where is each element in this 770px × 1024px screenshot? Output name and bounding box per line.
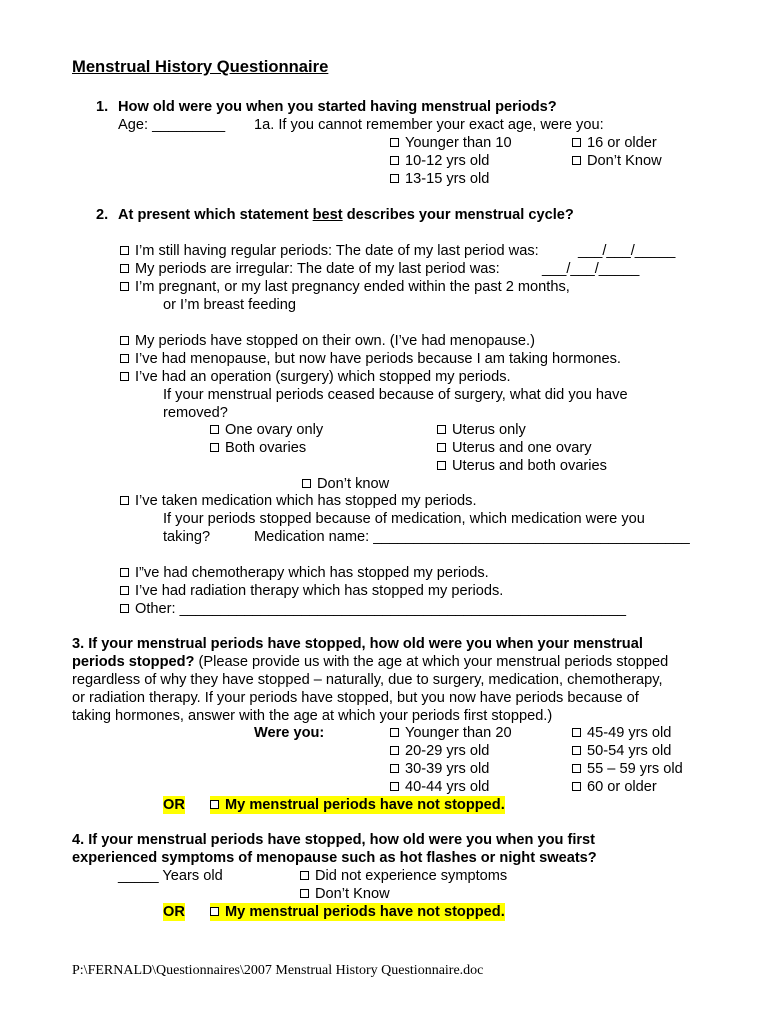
footer-file-path: P:\FERNALD\Questionnaires\2007 Menstrual History Questionnaire.doc (72, 963, 484, 978)
q4-years-old-field[interactable]: _____ Years old (118, 868, 223, 884)
q2-medication-followup: If your periods stopped because of medication, which medication were you (163, 511, 645, 527)
q2-option-chemo[interactable]: I”ve had chemotherapy which has stopped my periods. (120, 564, 489, 582)
checkbox-icon[interactable] (120, 604, 129, 613)
q2-option-pregnant[interactable]: I’m pregnant, or my last pregnancy ended within the past 2 months, (120, 278, 570, 296)
q2-option-stopped-own[interactable]: My periods have stopped on their own. (I’ve had menopause.) (120, 332, 535, 350)
checkbox-icon[interactable] (120, 372, 129, 381)
q2-option-hormones[interactable]: I’ve had menopause, but now have periods because I am taking hormones. (120, 350, 621, 368)
checkbox-icon[interactable] (390, 746, 399, 755)
checkbox-icon[interactable] (390, 156, 399, 165)
q3-question-line5: taking hormones, answer with the age at which your periods first stopped.) (72, 708, 553, 724)
q3-option-50-54[interactable]: 50-54 yrs old (572, 742, 671, 760)
medication-name-field[interactable]: Medication name: _______________________________________ (254, 529, 690, 545)
q4-question-line2: experienced symptoms of menopause such as hot flashes or night sweats? (72, 850, 597, 866)
q2-medication-followup-cont: taking? (163, 529, 211, 545)
checkbox-icon[interactable] (572, 156, 581, 165)
checkbox-icon[interactable] (210, 425, 219, 434)
checkbox-icon[interactable] (120, 246, 129, 255)
q2-option-surgery[interactable]: I’ve had an operation (surgery) which stopped my periods. (120, 368, 511, 386)
q4-or-label: OR (163, 904, 185, 920)
q3-or-label: OR (163, 797, 185, 813)
q3-option-40-44[interactable]: 40-44 yrs old (390, 778, 489, 796)
q1-age-field[interactable]: Age: _________ (118, 117, 226, 133)
checkbox-icon[interactable] (120, 282, 129, 291)
q1-number: 1. (96, 99, 109, 115)
q3-option-20-29[interactable]: 20-29 yrs old (390, 742, 489, 760)
q3-question: 3. If your menstrual periods have stopped, how old were you when your menstrual (72, 636, 643, 652)
checkbox-icon[interactable] (120, 336, 129, 345)
surgery-option-dont-know[interactable]: Don’t know (302, 475, 389, 493)
q3-option-30-39[interactable]: 30-39 yrs old (390, 760, 489, 778)
checkbox-icon[interactable] (572, 782, 581, 791)
q4-option-no-symptoms[interactable]: Did not experience symptoms (300, 867, 507, 885)
q4-question: 4. If your menstrual periods have stopped, how old were you when you first (72, 832, 596, 848)
surgery-option-uterus-only[interactable]: Uterus only (437, 421, 526, 439)
q3-option-younger-20[interactable]: Younger than 20 (390, 724, 512, 742)
checkbox-icon[interactable] (437, 461, 446, 470)
checkbox-icon[interactable] (437, 425, 446, 434)
checkbox-icon[interactable] (120, 568, 129, 577)
checkbox-icon[interactable] (390, 174, 399, 183)
q3-option-45-49[interactable]: 45-49 yrs old (572, 724, 671, 742)
q2-option-radiation[interactable]: I’ve had radiation therapy which has stopped my periods. (120, 582, 503, 600)
checkbox-icon[interactable] (437, 443, 446, 452)
q3-question-line4: or radiation therapy. If your periods have stopped, but you now have periods because of (72, 690, 639, 706)
surgery-option-uterus-one-ovary[interactable]: Uterus and one ovary (437, 439, 592, 457)
q3-question-line3: regardless of why they have stopped – naturally, due to surgery, medication, chemotherapy, (72, 672, 663, 688)
surgery-option-one-ovary[interactable]: One ovary only (210, 421, 323, 439)
q3-option-60-older[interactable]: 60 or older (572, 778, 657, 796)
q2-regular-date-field[interactable]: ___/___/_____ (578, 243, 676, 259)
checkbox-icon[interactable] (572, 728, 581, 737)
checkbox-icon[interactable] (210, 800, 219, 809)
checkbox-icon[interactable] (390, 764, 399, 773)
q2-option-irregular[interactable]: My periods are irregular: The date of my last period was: (120, 260, 500, 278)
q1a-question: 1a. If you cannot remember your exact age, were you: (254, 117, 604, 133)
checkbox-icon[interactable] (120, 264, 129, 273)
checkbox-icon[interactable] (300, 871, 309, 880)
checkbox-icon[interactable] (572, 764, 581, 773)
checkbox-icon[interactable] (390, 728, 399, 737)
checkbox-icon[interactable] (390, 782, 399, 791)
q1-option-younger-10[interactable]: Younger than 10 (390, 134, 512, 152)
q1-option-13-15[interactable]: 13-15 yrs old (390, 170, 489, 188)
checkbox-icon[interactable] (120, 354, 129, 363)
q1-option-10-12[interactable]: 10-12 yrs old (390, 152, 489, 170)
checkbox-icon[interactable] (572, 138, 581, 147)
checkbox-icon[interactable] (210, 443, 219, 452)
q4-option-dont-know[interactable]: Don’t Know (300, 885, 390, 903)
q2-option-pregnant-cont: or I’m breast feeding (163, 297, 297, 313)
q3-option-55-59[interactable]: 55 – 59 yrs old (572, 760, 683, 778)
q3-question-line2: periods stopped? (Please provide us with the age at which your menstrual periods stopped (72, 654, 669, 670)
page-title: Menstrual History Questionnaire (72, 57, 329, 76)
surgery-option-uterus-both-ovaries[interactable]: Uterus and both ovaries (437, 457, 607, 475)
q1-option-dont-know[interactable]: Don’t Know (572, 152, 662, 170)
q1-option-16-older[interactable]: 16 or older (572, 134, 657, 152)
checkbox-icon[interactable] (300, 889, 309, 898)
surgery-option-both-ovaries[interactable]: Both ovaries (210, 439, 306, 457)
checkbox-icon[interactable] (210, 907, 219, 916)
q2-question: At present which statement best describes your menstrual cycle? (118, 207, 574, 223)
q1-question: How old were you when you started having menstrual periods? (118, 99, 557, 115)
q2-number: 2. (96, 207, 109, 223)
checkbox-icon[interactable] (120, 586, 129, 595)
checkbox-icon[interactable] (390, 138, 399, 147)
checkbox-icon[interactable] (302, 479, 311, 488)
q2-option-regular[interactable]: I’m still having regular periods: The date of my last period was: (120, 242, 539, 260)
q3-were-you-label: Were you: (254, 725, 325, 741)
checkbox-icon[interactable] (120, 496, 129, 505)
checkbox-icon[interactable] (572, 746, 581, 755)
q2-option-other[interactable]: Other: _______________________________________________________ (120, 600, 626, 618)
q2-option-medication[interactable]: I’ve taken medication which has stopped my periods. (120, 492, 477, 510)
q2-surgery-followup-cont: removed? (163, 405, 228, 421)
q2-surgery-followup: If your menstrual periods ceased because of surgery, what did you have (163, 387, 628, 403)
q3-option-not-stopped[interactable]: My menstrual periods have not stopped. (210, 796, 505, 814)
q2-irregular-date-field[interactable]: ___/___/_____ (542, 261, 640, 277)
q4-option-not-stopped[interactable]: My menstrual periods have not stopped. (210, 903, 505, 921)
